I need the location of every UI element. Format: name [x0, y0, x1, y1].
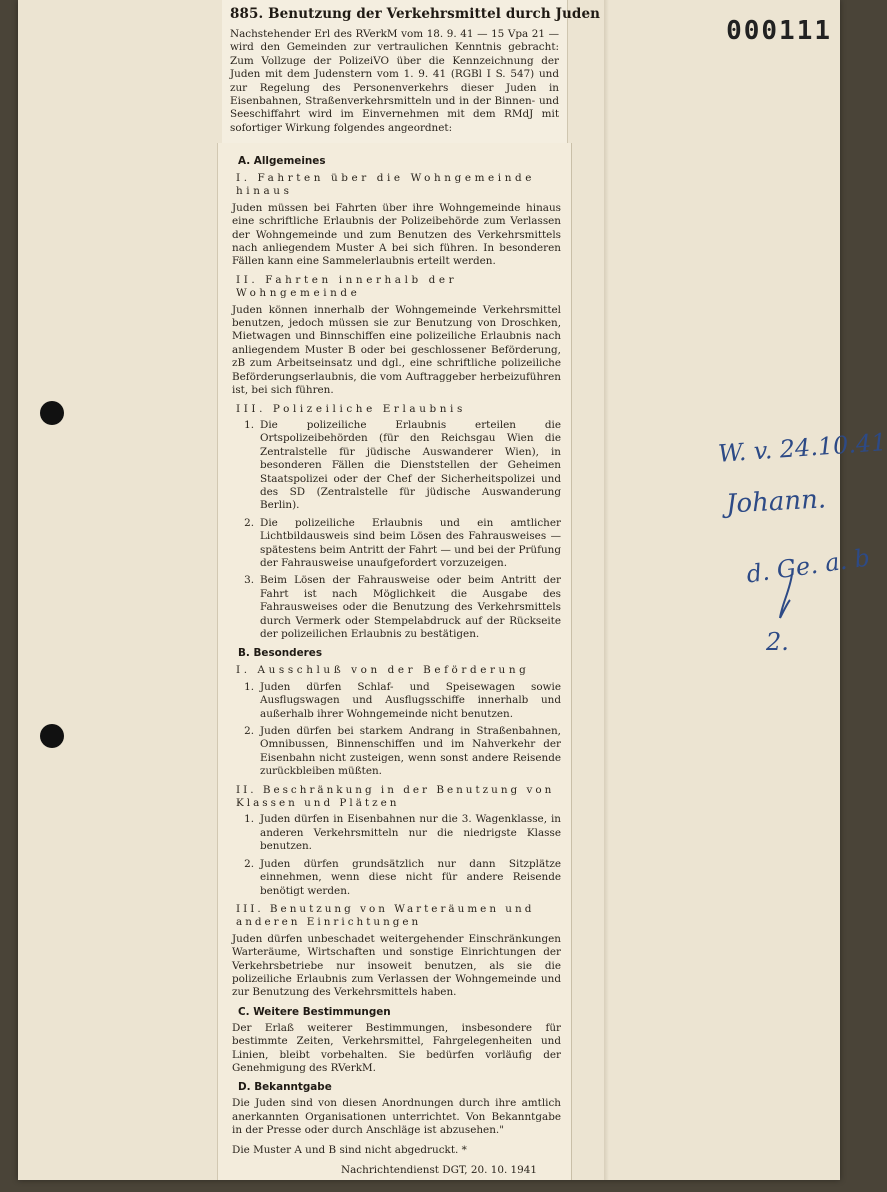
- newspaper-clipping-body: [217, 143, 572, 1180]
- handwritten-note-2: Johann.: [725, 484, 827, 520]
- section-b-sub1-heading: I. Ausschluß von der Beförderung: [236, 664, 530, 677]
- handwritten-note-4: 2.: [766, 628, 789, 656]
- handwritten-note-3: d. Ge. a. b: [744, 543, 872, 589]
- handwritten-note-1: W. v. 24.10.41: [717, 428, 887, 468]
- list-item-text: Juden dürfen in Eisenbahnen nur die 3. Wagenklasse, in anderen Verkehrsmitteln nur die niedrigste Klasse benutzen.: [260, 813, 561, 853]
- section-a-sub2-text: Juden können innerhalb der Wohngemeinde Verkehrsmittel benutzen, jedoch müssen sie zur Benutzung von Droschken, Mietwagen und Binnschiffen eine polizeiliche Erlaubnis nach anliegendem Muster B oder bei geschlossener Beförderung, zB zum Arbeitseinsatz und dgl., eine schriftliche polizeiliche Beförderungserlaubnis, die vom Auftraggeber herbeizuführen ist, bei sich führen.: [232, 303, 561, 397]
- section-c-heading: C. Weitere Bestimmungen: [238, 1005, 391, 1018]
- list-item: [232, 858, 561, 898]
- section-a-sub2-heading: II. Fahrten innerhalb der Wohngemeinde: [236, 273, 458, 300]
- section-a-sub3-heading: III. Polizeiliche Erlaubnis: [236, 402, 466, 415]
- list-item: [232, 517, 561, 571]
- list-item: [232, 725, 561, 779]
- list-item-text: Juden dürfen bei starkem Andrang in Straßenbahnen, Omnibussen, Binnenschiffen und im Nahverkehr der Eisenbahn nicht zusteigen, wenn sonst andere Reisende zurückbleiben müßten.: [260, 725, 561, 778]
- section-b-sub1-list: [232, 681, 561, 779]
- section-b-sub3-text: Juden dürfen unbeschadet weitergehender Einschränkungen Warteräume, Wirtschaften und sonstige Einrichtungen der Verkehrsbetriebe nur insoweit benutzen, als sie die polizeiliche Erlaubnis zum Verlassen der Wohngemeinde und zur Benutzung des Verkehrsmittels haben.: [232, 932, 561, 999]
- section-b-sub3-heading: III. Benutzung von Warteräumen und anderen Einrichtungen: [236, 902, 535, 929]
- list-item: [232, 813, 561, 853]
- list-item-number: 1.: [244, 813, 254, 826]
- list-item: [232, 419, 561, 513]
- intro-paragraph: Nachstehender Erl des RVerkM vom 18. 9. 41 — 15 Vpa 21 — wird den Gemeinden zur vertraulichen Kenntnis gebracht: Zum Vollzuge der PolizeiVO über die Kennzeichnung der Juden mit dem Judenstern vom 1. 9. 41 (RGBl I S. 547) und zur Regelung des Personenverkehrs dieser Juden in Eisenbahnen, Straßenverkehrsmitteln und in der Binnen- und Seeschiffahrt wird im Einvernehmen mit dem RMdJ mit sofortiger Wirkung folgendes angeordnet:: [230, 28, 559, 134]
- newspaper-clipping-header: [222, 0, 601, 146]
- section-d-note: Die Muster A und B sind nicht abgedruckt. *: [232, 1143, 467, 1156]
- section-a-sub1-text: Juden müssen bei Fahrten über ihre Wohngemeinde hinaus eine schriftliche Erlaubnis der Polizeibehörde zum Verlassen der Wohngemeinde und zum Benutzen des Verkehrsmittels nach anliegendem Muster A bei sich führen. In besonderen Fällen kann eine Sammelerlaubnis erteilt werden.: [232, 201, 561, 268]
- section-b-heading: B. Besonderes: [238, 647, 323, 660]
- list-item: [232, 681, 561, 721]
- list-item-text: Die polizeiliche Erlaubnis erteilen die Ortspolizeibehörden (für den Reichsgau Wien die Zentralstelle für jüdische Auswanderer Wien), in besonderen Fällen die Dienststellen der Geheimen Staatspolizei oder der Chef der Sicherheitspolizei und des SD (Zentralstelle für jüdische Auswanderung Berlin).: [260, 418, 561, 512]
- section-b-sub2-list: [232, 813, 561, 897]
- section-b-sub2-heading: II. Beschränkung in der Benutzung von Klassen und Plätzen: [236, 783, 555, 810]
- list-item-number: 2.: [244, 857, 254, 870]
- list-item-number: 2.: [244, 516, 254, 529]
- section-a-sub3-list: [232, 419, 561, 642]
- source-line: Nachrichtendienst DGT, 20. 10. 1941: [341, 1163, 537, 1176]
- list-item-number: 3.: [244, 574, 254, 587]
- section-d-text: Die Juden sind von diesen Anordnungen durch ihre amtlich anerkannten Organisationen unterrichtet. Von Bekanntgabe in der Presse oder durch Anschläge ist abzusehen.": [232, 1097, 561, 1137]
- list-item-number: 1.: [244, 680, 254, 693]
- section-a-sub1-heading: I. Fahrten über die Wohngemeinde hinaus: [236, 172, 536, 198]
- list-item: [232, 574, 561, 641]
- paper-fold: [604, 0, 609, 1180]
- list-item-text: Beim Lösen der Fahrausweise oder beim Antritt der Fahrt ist nach Möglichkeit die Ausgabe des Fahrausweises oder die Benutzung des Verkehrsmittels durch Vermerk oder Stempelabdruck auf der Rückseite der polizeilichen Erlaubnis zu bestätigen.: [260, 574, 561, 640]
- document-title: 885. Benutzung der Verkehrsmittel durch Juden: [230, 6, 601, 22]
- archive-number: 000111: [726, 16, 832, 46]
- section-d-heading: D. Bekanntgabe: [238, 1081, 332, 1094]
- list-item-text: Juden dürfen Schlaf- und Speisewagen sowie Ausflugswagen und Ausflugsschiffe innerhalb und außerhalb ihrer Wohngemeinde nicht benutzen.: [260, 680, 561, 720]
- section-a-heading: A. Allgemeines: [238, 155, 326, 167]
- section-c-text: Der Erlaß weiterer Bestimmungen, insbesondere für bestimmte Zeiten, Verkehrsmittel, Fahrgelegenheiten und Linien, bleibt vorbehalten. Sie bedürfen vorläufig der Genehmigung des RVerkM.: [232, 1021, 561, 1074]
- list-item-number: 1.: [244, 418, 254, 431]
- list-item-number: 2.: [244, 725, 254, 738]
- list-item-text: Juden dürfen grundsätzlich nur dann Sitzplätze einnehmen, wenn diese nicht für andere Reisende benötigt werden.: [260, 857, 561, 897]
- list-item-text: Die polizeiliche Erlaubnis und ein amtlicher Lichtbildausweis sind beim Lösen des Fahrausweises — spätestens beim Antritt der Fahrt — und bei der Prüfung der Fahrausweise unaufgefordert vorzuzeigen.: [260, 516, 561, 569]
- punch-hole-top: [40, 401, 64, 425]
- punch-hole-bottom: [40, 724, 64, 748]
